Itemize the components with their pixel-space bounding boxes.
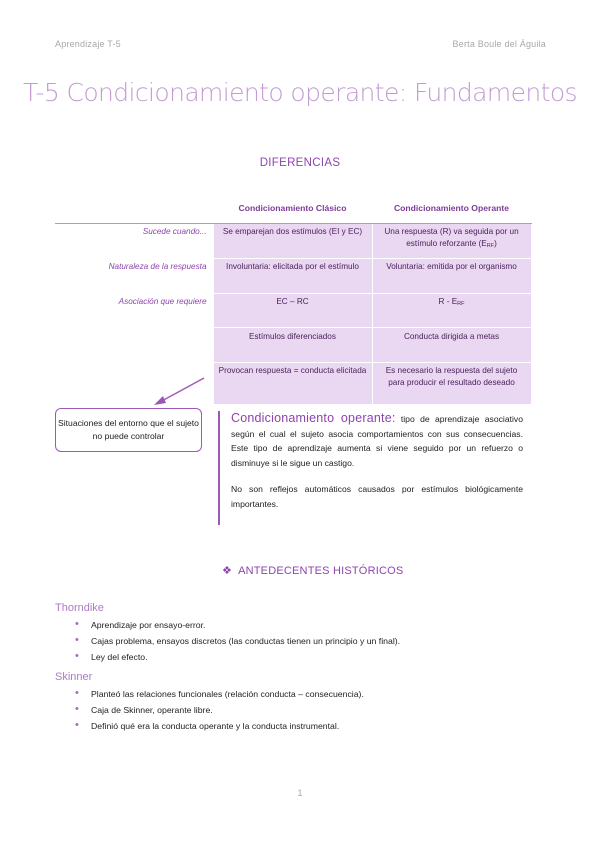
list-item-text: Aprendizaje por ensayo-error. — [91, 620, 206, 630]
cell-operante — [372, 294, 531, 328]
list-item — [75, 687, 364, 703]
row-label — [55, 328, 213, 363]
section-differences-title: DIFERENCIAS — [259, 157, 341, 169]
definition-keyword: Condicionamiento operante — [231, 411, 392, 425]
cell-operante-text: R - E — [438, 297, 458, 306]
page-number: 1 — [297, 788, 303, 798]
thorndike-heading: Thorndike — [55, 602, 104, 614]
bullet-icon: • — [75, 650, 79, 662]
list-item — [75, 650, 400, 666]
table-header-clasico: Condicionamiento Clásico — [213, 192, 372, 224]
arrow-icon — [150, 375, 208, 409]
table-row — [55, 363, 531, 405]
list-item-text: Ley del efecto. — [91, 652, 148, 662]
skinner-heading: Skinner — [55, 671, 93, 683]
list-item — [75, 618, 400, 634]
table-header-empty — [55, 192, 213, 224]
cell-clasico: Estímulos diferenciados — [213, 328, 372, 363]
definition-note: No son reflejos automáticos causados por estímulos biológicamente importantes. — [231, 484, 523, 509]
cell-clasico: EC – RC — [213, 294, 372, 328]
definition-text: tipo de aprendizaje asociativo según el cual el sujeto asocia comportamientos con sus consecuencias. Este tipo de aprendizaje aumenta si viene seguido por un refuerzo o disminuye si le sigue un castigo. — [231, 414, 523, 468]
cell-clasico: Provocan respuesta = conducta elicitada — [213, 363, 372, 405]
list-item-text: Caja de Skinner, operante libre. — [91, 705, 213, 715]
row-label: Sucede cuando... — [142, 227, 207, 236]
bullet-icon: • — [75, 719, 79, 731]
definition-paragraph — [231, 411, 523, 470]
entorno-note-box: Situaciones del entorno que el sujeto no puede controlar — [55, 408, 202, 452]
subscript-rf: RF — [457, 301, 465, 307]
cell-operante: Conducta dirigida a metas — [372, 328, 531, 363]
bullet-icon: • — [75, 634, 79, 646]
table-header-row — [55, 192, 531, 224]
cell-clasico: Se emparejan dos estímulos (EI y EC) — [213, 224, 372, 259]
header-right: Berta Boule del Águila — [452, 39, 546, 49]
list-item — [75, 634, 400, 650]
subscript-rf: RF — [486, 243, 495, 249]
cell-operante-text: Una respuesta (R) va seguida por un estímulo reforzante (E — [384, 227, 519, 248]
skinner-list — [75, 687, 364, 735]
cell-operante — [372, 224, 531, 259]
bullet-icon: • — [75, 703, 79, 715]
page-title: T-5 Condicionamiento operante: Fundamentos — [23, 78, 577, 107]
list-item — [75, 719, 364, 735]
cell-operante: Voluntaria: emitida por el organismo — [372, 259, 531, 294]
table-row — [55, 328, 531, 363]
row-label: Asociación que requiere — [118, 296, 207, 306]
table-header-operante: Condicionamiento Operante — [372, 192, 531, 224]
differences-table — [55, 192, 532, 405]
cell-operante: Es necesario la respuesta del sujeto para producir el resultado deseado — [372, 363, 531, 405]
bullet-icon: • — [75, 687, 79, 699]
antecedentes-title — [222, 564, 403, 577]
list-item — [75, 703, 364, 719]
cell-clasico: Involuntaria: elicitada por el estímulo — [213, 259, 372, 294]
table-row — [55, 224, 531, 259]
antecedentes-label: ANTEDECENTES HISTÓRICOS — [238, 565, 404, 577]
list-item-text: Definió qué era la conducta operante y la conducta instrumental. — [91, 721, 340, 731]
cell-operante-tail: ) — [494, 239, 497, 248]
diamond-bullet-icon: ❖ — [222, 565, 233, 577]
definition-colon: : — [391, 411, 396, 425]
row-label: Naturaleza de la respuesta — [108, 261, 207, 271]
thorndike-list — [75, 618, 400, 666]
table-row — [55, 294, 531, 328]
definition-block — [218, 411, 523, 525]
list-item-text: Cajas problema, ensayos discretos (las conductas tienen un principio y un final). — [91, 636, 401, 646]
header-left: Aprendizaje T-5 — [55, 39, 121, 49]
table-row — [55, 259, 531, 294]
bullet-icon: • — [75, 618, 79, 630]
list-item-text: Planteó las relaciones funcionales (relación conducta – consecuencia). — [91, 689, 364, 699]
